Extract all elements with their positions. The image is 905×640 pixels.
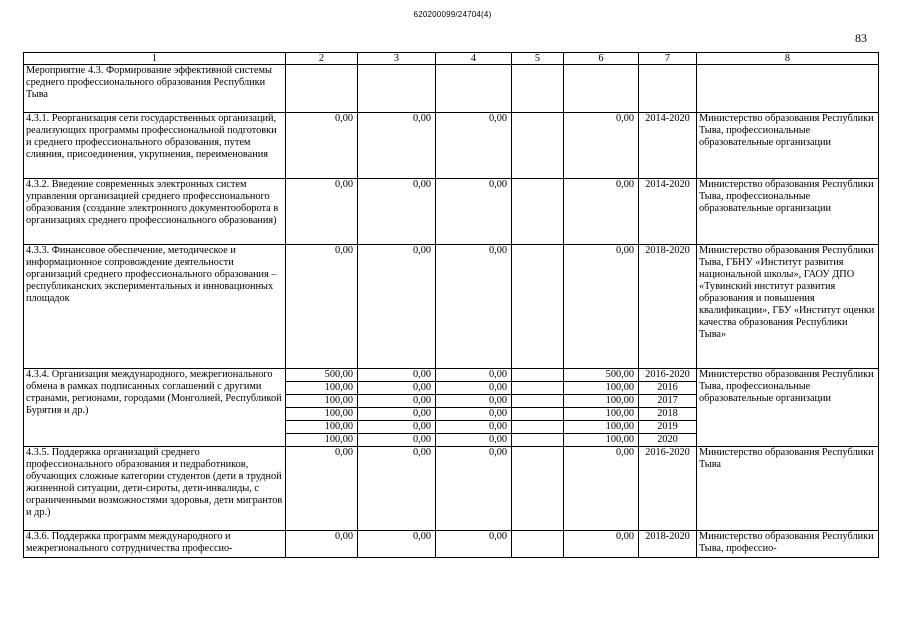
- cell-total: 0,00: [286, 179, 358, 245]
- cell-regional: [436, 65, 512, 113]
- cell-period: 2018: [639, 408, 697, 421]
- table-row: [24, 531, 879, 558]
- cell-federal: 0,00: [358, 395, 436, 408]
- cell-local: [512, 421, 564, 434]
- cell-regional: 0,00: [436, 408, 512, 421]
- cell-federal: 0,00: [358, 382, 436, 395]
- cell-regional: 0,00: [436, 447, 512, 531]
- cell-extra: 0,00: [564, 113, 639, 179]
- cell-period: 2017: [639, 395, 697, 408]
- cell-period: 2019: [639, 421, 697, 434]
- cell-total: 100,00: [286, 408, 358, 421]
- cell-period: 2016: [639, 382, 697, 395]
- col-header-8: 8: [697, 53, 879, 65]
- cell-executor: Министерство образования Республики Тыва, профессиональные образовательные организации: [697, 179, 879, 245]
- cell-extra: 100,00: [564, 434, 639, 447]
- cell-regional: 0,00: [436, 382, 512, 395]
- row-title: 4.3.2. Введение современных электронных систем управления организацией среднего профессионального образования (создание электронного документооборота в организациях среднего профессионального образования): [24, 179, 286, 245]
- table-row: [24, 179, 879, 245]
- cell-period: 2016-2020: [639, 447, 697, 531]
- row-title: Мероприятие 4.3. Формирование эффективной системы среднего профессионального образования Республики Тыва: [24, 65, 286, 113]
- cell-regional: 0,00: [436, 434, 512, 447]
- cell-federal: 0,00: [358, 421, 436, 434]
- cell-total: 500,00: [286, 369, 358, 382]
- cell-local: [512, 245, 564, 369]
- cell-local: [512, 179, 564, 245]
- cell-extra: 100,00: [564, 408, 639, 421]
- row-title: 4.3.3. Финансовое обеспечение, методическое и информационное сопровождение деятельности организаций среднего профессионального образования – республиканских экспериментальных и инновационных площадок: [24, 245, 286, 369]
- page-number: 83: [855, 31, 867, 45]
- cell-federal: 0,00: [358, 113, 436, 179]
- cell-total: 0,00: [286, 531, 358, 558]
- cell-local: [512, 408, 564, 421]
- cell-federal: 0,00: [358, 434, 436, 447]
- cell-local: [512, 113, 564, 179]
- cell-local: [512, 369, 564, 382]
- table-row: [24, 65, 879, 113]
- cell-total: 0,00: [286, 113, 358, 179]
- cell-executor: [697, 65, 879, 113]
- cell-total: [286, 65, 358, 113]
- cell-extra: 0,00: [564, 531, 639, 558]
- cell-regional: 0,00: [436, 369, 512, 382]
- cell-regional: 0,00: [436, 113, 512, 179]
- cell-local: [512, 434, 564, 447]
- cell-local: [512, 531, 564, 558]
- cell-total: 0,00: [286, 245, 358, 369]
- table-row: [24, 369, 879, 382]
- cell-executor: Министерство образования Республики Тыва, профессио-: [697, 531, 879, 558]
- cell-extra: 0,00: [564, 447, 639, 531]
- row-title: 4.3.6. Поддержка программ международного и межрегионального сотрудничества профессио-: [24, 531, 286, 558]
- cell-regional: 0,00: [436, 531, 512, 558]
- cell-extra: 100,00: [564, 382, 639, 395]
- cell-executor: Министерство образования Республики Тыва: [697, 447, 879, 531]
- cell-period: 2018-2020: [639, 531, 697, 558]
- cell-local: [512, 65, 564, 113]
- cell-extra: 0,00: [564, 179, 639, 245]
- col-header-1: 1: [24, 53, 286, 65]
- table-row: [24, 245, 879, 369]
- cell-federal: 0,00: [358, 408, 436, 421]
- cell-total: 100,00: [286, 434, 358, 447]
- cell-total: 100,00: [286, 382, 358, 395]
- row-title: 4.3.5. Поддержка организаций среднего профессионального образования и педработников, обучающих сложные категории студентов (дети в трудной жизненной ситуации, дети-сироты, дети-инвалиды, с ограниченными возможностями здоровья, дети мигрантов и др.): [24, 447, 286, 531]
- cell-regional: 0,00: [436, 395, 512, 408]
- cell-total: 100,00: [286, 421, 358, 434]
- cell-extra: 500,00: [564, 369, 639, 382]
- cell-executor: Министерство образования Республики Тыва, профессиональные образовательные организации: [697, 113, 879, 179]
- cell-period: 2020: [639, 434, 697, 447]
- cell-extra: 100,00: [564, 395, 639, 408]
- cell-period: [639, 65, 697, 113]
- col-header-5: 5: [512, 53, 564, 65]
- cell-executor: Министерство образования Республики Тыва, профессиональные образовательные организации: [697, 369, 879, 447]
- cell-federal: [358, 65, 436, 113]
- cell-federal: 0,00: [358, 369, 436, 382]
- col-header-2: 2: [286, 53, 358, 65]
- document-id: 620200099/24704(4): [413, 10, 492, 19]
- cell-extra: [564, 65, 639, 113]
- col-header-7: 7: [639, 53, 697, 65]
- cell-total: 100,00: [286, 395, 358, 408]
- header-row: [24, 53, 879, 65]
- cell-regional: 0,00: [436, 179, 512, 245]
- cell-local: [512, 382, 564, 395]
- cell-federal: 0,00: [358, 245, 436, 369]
- cell-period: 2016-2020: [639, 369, 697, 382]
- cell-regional: 0,00: [436, 421, 512, 434]
- cell-executor: Министерство образования Республики Тыва, ГБНУ «Институт развития национальной школы», ГАОУ ДПО «Тувинский институт развития образования и повышения квалификации», ГБУ «Институт оценки качества образования Республики Тыва»: [697, 245, 879, 369]
- row-title: 4.3.1. Реорганизация сети государственных организаций, реализующих программы профессиональной подготовки и среднего профессионального образования, путем слияния, присоединения, укрупнения, переименования: [24, 113, 286, 179]
- col-header-4: 4: [436, 53, 512, 65]
- table-row: [24, 447, 879, 531]
- cell-federal: 0,00: [358, 447, 436, 531]
- cell-total: 0,00: [286, 447, 358, 531]
- cell-period: 2014-2020: [639, 179, 697, 245]
- col-header-6: 6: [564, 53, 639, 65]
- cell-local: [512, 395, 564, 408]
- cell-regional: 0,00: [436, 245, 512, 369]
- table-row: [24, 113, 879, 179]
- cell-period: 2018-2020: [639, 245, 697, 369]
- cell-local: [512, 447, 564, 531]
- col-header-3: 3: [358, 53, 436, 65]
- cell-period: 2014-2020: [639, 113, 697, 179]
- program-table: [23, 52, 879, 558]
- cell-extra: 0,00: [564, 245, 639, 369]
- cell-federal: 0,00: [358, 179, 436, 245]
- cell-extra: 100,00: [564, 421, 639, 434]
- cell-federal: 0,00: [358, 531, 436, 558]
- row-title: 4.3.4. Организация международного, межрегионального обмена в рамках подписанных соглашений с другими странами, регионами, городами (Монголией, Республикой Бурятия и др.): [24, 369, 286, 447]
